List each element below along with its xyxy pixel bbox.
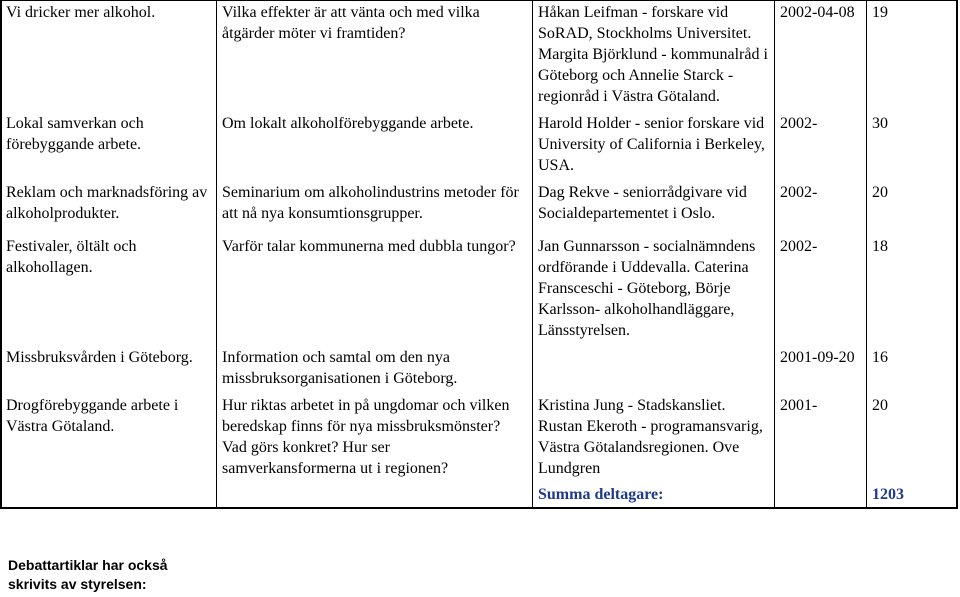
date-cell: 2002-04-08 xyxy=(780,4,855,21)
question-cell: Om lokalt alkoholförebyggande arbete. xyxy=(222,115,474,132)
table-row xyxy=(0,111,960,180)
date-cell: 2001- xyxy=(780,397,818,414)
count-cell: 18 xyxy=(872,238,888,255)
count-cell: 19 xyxy=(872,4,888,21)
date-cell: 2002- xyxy=(780,238,818,255)
count-cell: 16 xyxy=(872,349,888,366)
question-cell: Hur riktas arbetet in på ungdomar och vilken beredskap finns för nya missbruksmönster? Vad görs konkret? Hur ser samverkansformerna ut i regionen? xyxy=(222,397,510,477)
summary-label: Summa deltagare: xyxy=(538,486,664,503)
speakers-cell xyxy=(532,345,774,393)
table-row xyxy=(0,0,960,111)
topic-cell: Festivaler, öltält och alkohollagen. xyxy=(6,238,137,276)
table-row xyxy=(0,345,960,393)
date-cell: 2002- xyxy=(780,115,818,132)
topic-cell: Missbruksvården i Göteborg. xyxy=(6,349,193,366)
table-row xyxy=(0,180,960,234)
table-row xyxy=(0,393,960,482)
topic-cell: Reklam och marknadsföring av alkoholprodukter. xyxy=(6,184,208,222)
table-row xyxy=(0,234,960,345)
speakers-cell: Dag Rekve - seniorrådgivare vid Socialdepartementet i Oslo. xyxy=(538,184,747,222)
speakers-cell: Harold Holder - senior forskare vid University of California i Berkeley, USA. xyxy=(538,115,765,174)
date-cell: 2001-09-20 xyxy=(780,349,855,366)
footer-note-line: skrivits av styrelsen: xyxy=(8,576,147,592)
topic-cell: Vi dricker mer alkohol. xyxy=(6,4,156,21)
speakers-cell: Håkan Leifman - forskare vid SoRAD, Stockholms Universitet. Margita Björklund - kommunalråd i Göteborg och Annelie Starck - regionråd i Västra Götaland. xyxy=(538,4,768,105)
question-cell: Information och samtal om den nya missbruksorganisationen i Göteborg. xyxy=(222,349,458,387)
topic-cell: Lokal samverkan och förebyggande arbete. xyxy=(6,115,144,153)
speakers-cell: Jan Gunnarsson - socialnämndens ordförande i Uddevalla. Caterina Fransceschi - Göteborg, Börje Karlsson- alkoholhandläggare, Länsstyrelsen. xyxy=(538,238,756,339)
topic-cell: Drogförebyggande arbete i Västra Götaland. xyxy=(6,397,179,435)
summary-total: 1203 xyxy=(872,486,904,503)
count-cell: 20 xyxy=(872,397,888,414)
question-cell: Varför talar kommunerna med dubbla tungor? xyxy=(222,238,516,255)
count-cell: 30 xyxy=(872,115,888,132)
date-cell: 2002- xyxy=(780,184,818,201)
count-cell: 20 xyxy=(872,184,888,201)
question-cell: Seminarium om alkoholindustrins metoder för att nå nya konsumtionsgrupper. xyxy=(222,184,519,222)
speakers-cell: Kristina Jung - Stadskansliet. Rustan Ekeroth - programansvarig, Västra Götalandsregionen. Ove Lundgren xyxy=(538,397,763,477)
summary-row xyxy=(0,482,960,527)
footer-note xyxy=(8,556,168,594)
question-cell: Vilka effekter är att vänta och med vilka åtgärder möter vi framtiden? xyxy=(222,4,480,42)
footer-note-line: Debattartiklar har också xyxy=(8,557,168,573)
